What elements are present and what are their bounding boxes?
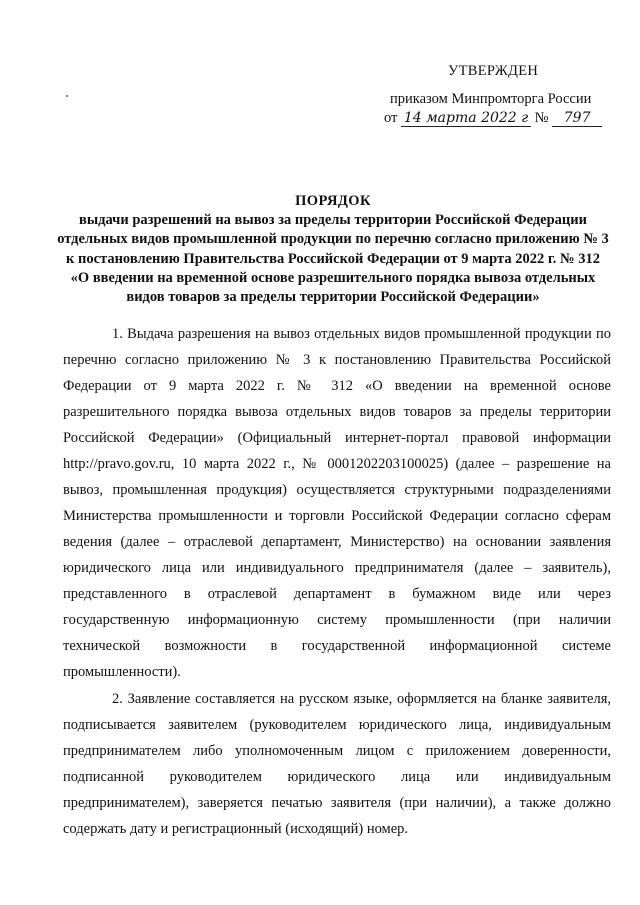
document-title <box>56 192 610 307</box>
handwritten-number: 797 <box>552 110 602 127</box>
date-prefix: от <box>384 110 398 126</box>
title-heading: ПОРЯДОК <box>295 193 371 209</box>
scan-speck <box>66 95 68 97</box>
document-body <box>63 321 611 842</box>
number-prefix: № <box>534 110 549 126</box>
paragraph-1: 1. Выдача разрешения на вывоз отдельных видов промышленной продукции по перечню согласно приложению № 3 к постановлению Правительства Российской Федерации от 9 марта 2022 г. № 312 «О введении на временной основе разрешительного порядка вывоза отдельных видов товаров за пределы территории Российской Федерации» (Официальный интернет-портал правовой информации http://pravo.gov.ru, 10 марта 2022 г., № 0001202203100025) (далее – разрешение на вывоз, промышленная продукция) осуществляется структурными подразделениями Министерства промышленности и торговли Российской Федерации согласно сферам ведения (далее – отраслевой департамент, Министерство) на основании заявления юридического лица или индивидуального предпринимателя (далее – заявитель), представленного в отраслевой департамент в бумажном виде или через государственную информационную систему промышленности (при наличии технической возможности в государственной информационной системе промышленности). <box>63 326 611 680</box>
title-subtitle: выдачи разрешений на вывоз за пределы территории Российской Федерации отдельных видов промышленной продукции по перечню согласно приложению № 3 к постановлению Правительства Российской Федерации от 9 марта 2022 г. № 312 «О введении на временной основе разрешительного порядка вывоза отдельных видов товаров за пределы территории Российской Федерации» <box>57 212 609 306</box>
approval-order-by: приказом Минпромторга России <box>390 91 592 107</box>
paragraph-2: 2. Заявление составляется на русском языке, оформляется на бланке заявителя, подписывается заявителем (руководителем юридического лица, индивидуальным предпринимателем либо уполномоченным лицом с приложением доверенности, подписанной руководителем юридического лица или индивидуальным предпринимателем), заверяется печатью заявителя (при наличии), а также должно содержать дату и регистрационный (исходящий) номер. <box>63 691 611 837</box>
handwritten-date: 14 марта 2022 г <box>401 110 531 127</box>
approval-status: УТВЕРЖДЕН <box>448 63 539 79</box>
approval-date-number-line <box>384 109 602 129</box>
